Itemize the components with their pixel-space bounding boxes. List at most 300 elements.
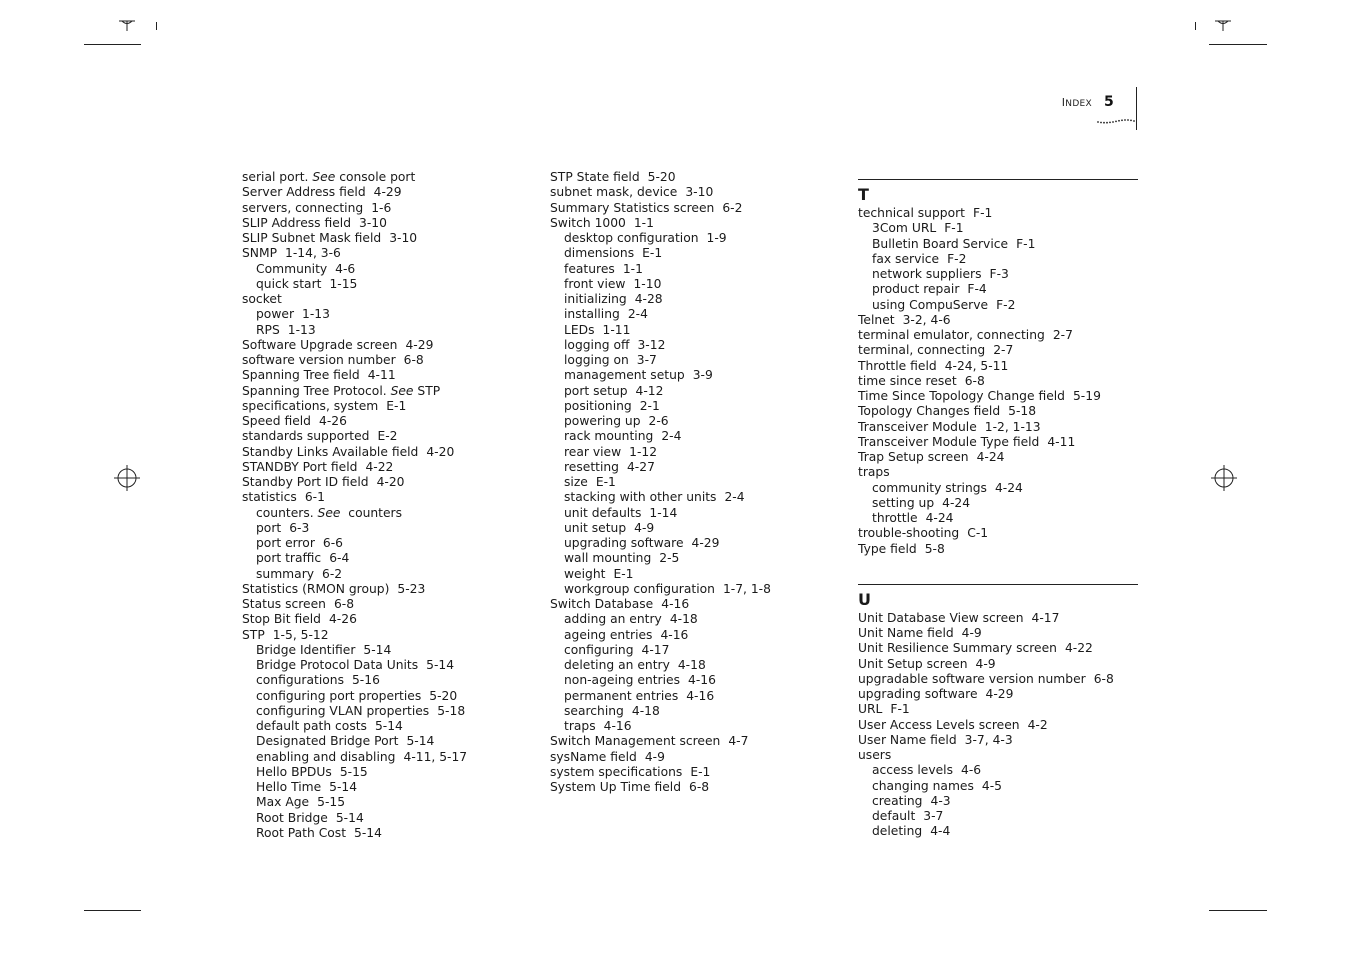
entry-term: Unit Resilience Summary screen [858, 641, 1057, 656]
index-entry [858, 343, 1138, 358]
header-initial: I [1061, 96, 1066, 109]
entry-page-refs: 4-6 [335, 261, 356, 276]
entry-page-refs: 2-4 [724, 490, 745, 505]
index-entry [858, 374, 1138, 389]
entry-term: Unit Database View screen [858, 610, 1024, 625]
entry-term: technical support [858, 206, 965, 220]
index-entry [242, 429, 532, 444]
index-entry [858, 389, 1138, 404]
index-subentry [242, 262, 532, 277]
entry-term: non-ageing entries [564, 673, 681, 688]
entry-term: default [872, 809, 916, 823]
entry-page-refs: 6-8 [689, 780, 710, 794]
entry-page-refs: 5-8 [924, 541, 945, 556]
entry-page-refs: E-1 [642, 246, 663, 261]
index-entry [242, 612, 532, 627]
index-column-1 [242, 170, 532, 841]
entry-term: powering up [564, 414, 641, 428]
entry-term: enabling and disabling [256, 749, 396, 764]
crop-mark-bottom-right [1209, 910, 1267, 911]
index-subentry [550, 673, 840, 688]
entry-term: unit setup [564, 520, 627, 535]
entry-page-refs: F-2 [996, 297, 1016, 312]
entry-page-refs: 5-19 [1072, 389, 1101, 403]
entry-page-refs: F-1 [973, 206, 993, 220]
entry-term: quick start [256, 276, 322, 291]
entry-page-refs: 1-11 [602, 322, 631, 337]
entry-page-refs: 3-10 [359, 215, 387, 230]
index-entry [242, 201, 532, 216]
entry-page-refs: 5-20 [429, 688, 458, 703]
entry-term: workgroup configuration [564, 581, 715, 596]
entry-page-refs: 6-2 [322, 566, 343, 581]
index-entry [858, 359, 1138, 374]
index-entry [858, 542, 1138, 557]
index-subentry [242, 689, 532, 704]
entry-term: Hello Time [256, 780, 322, 794]
entry-term: stacking with other units [564, 490, 717, 505]
entry-page-refs: 1-1 [633, 215, 654, 230]
section-divider [858, 584, 1138, 585]
entry-term: URL [858, 702, 883, 717]
section-letter: T [858, 185, 869, 204]
entry-page-refs: F-1 [944, 221, 964, 236]
entry-page-refs: 4-9 [634, 520, 655, 535]
entry-page-refs: 2-7 [1052, 328, 1073, 342]
entry-page-refs: 5-18 [437, 703, 466, 718]
index-subentry [858, 824, 1138, 839]
entry-term: using CompuServe [872, 297, 989, 312]
index-subentry [550, 567, 840, 582]
entry-term: unit defaults [564, 505, 642, 520]
index-entry [242, 445, 532, 460]
index-subentry [858, 282, 1138, 297]
index-entry [242, 597, 532, 612]
entry-term: system specifications [550, 764, 683, 779]
entry-page-refs: 2-7 [993, 343, 1014, 358]
entry-term: size [564, 475, 588, 489]
index-entry [550, 734, 840, 749]
entry-page-refs: 2-4 [627, 307, 648, 322]
entry-term: specifications, system [242, 398, 379, 413]
entry-term: installing [564, 307, 620, 322]
entry-page-refs: 4-9 [961, 626, 982, 640]
entry-term: features [564, 261, 615, 276]
entry-term: port setup [564, 383, 628, 398]
entry-page-refs: F-2 [947, 251, 967, 266]
index-subentry [550, 307, 840, 322]
index-entry [550, 216, 840, 231]
entry-term: management setup [564, 368, 685, 383]
entry-page-refs: E-2 [377, 429, 398, 444]
entry-term: upgrading software [858, 687, 978, 701]
entry-page-refs: 6-6 [322, 536, 343, 550]
entry-page-refs: 3-10 [389, 231, 418, 245]
crop-tick-top-right [1195, 22, 1196, 30]
entry-term: Max Age [256, 795, 310, 810]
index-entry [242, 170, 532, 185]
registration-mark-top-left-icon [118, 16, 136, 32]
entry-term: fax service [872, 251, 940, 266]
index-entry [550, 750, 840, 765]
entry-term: weight [564, 566, 606, 581]
entry-page-refs: 1-7, 1-8 [722, 581, 771, 596]
index-entry [858, 687, 1138, 702]
entry-term: configuring port properties [256, 688, 422, 703]
index-column-2 [550, 170, 840, 795]
index-entry [242, 368, 532, 383]
entry-page-refs: 4-20 [426, 444, 455, 459]
index-entry [858, 450, 1138, 465]
entry-term: wall mounting [564, 551, 652, 566]
entry-page-refs: 4-16 [686, 688, 715, 703]
entry-term: summary [256, 566, 315, 581]
index-entry [550, 185, 840, 200]
entry-term: LEDs [564, 322, 595, 337]
entry-page-refs: 1-13 [302, 307, 330, 322]
entry-page-refs: 4-29 [373, 185, 402, 200]
entry-term: resetting [564, 459, 619, 474]
entry-term: Spanning Tree Protocol. [242, 383, 391, 398]
entry-page-refs: 4-16 [661, 597, 690, 611]
index-entry [858, 465, 1138, 480]
index-entry [858, 702, 1138, 717]
index-subentry [550, 658, 840, 673]
entry-page-refs: 4-22 [365, 459, 394, 474]
entry-term: Topology Changes field [858, 404, 1001, 419]
index-entry [858, 626, 1138, 641]
entry-page-refs: 4-28 [634, 292, 663, 306]
entry-page-refs: 4-26 [328, 612, 357, 627]
entry-page-refs: 2-5 [659, 551, 680, 566]
entry-page-refs: 4-18 [669, 612, 698, 627]
entry-term: User Access Levels screen [858, 717, 1020, 732]
entry-term: SLIP Subnet Mask field [242, 231, 382, 245]
entry-term: product repair [872, 282, 960, 297]
entry-term: upgradable software version number [858, 671, 1086, 686]
entry-page-refs: 4-22 [1064, 641, 1093, 656]
registration-mark-top-right-icon [1214, 16, 1232, 32]
entry-page-refs: F-1 [1016, 236, 1036, 251]
index-entry [550, 201, 840, 216]
entry-term: Bulletin Board Service [872, 236, 1009, 251]
entry-term: Unit Setup screen [858, 656, 968, 671]
index-subentry [858, 511, 1138, 526]
section-letter: U [858, 589, 871, 609]
index-subentry [550, 246, 840, 261]
entry-page-refs: 4-7 [728, 734, 749, 749]
entry-term: Transceiver Module [858, 419, 977, 434]
index-entry [242, 414, 532, 429]
index-subentry [858, 481, 1138, 496]
entry-page-refs: 1-9 [706, 231, 727, 245]
index-entry [858, 313, 1138, 328]
entry-page-refs: 3-10 [685, 185, 714, 200]
entry-page-refs: E-1 [690, 764, 711, 779]
entry-page-refs: 4-27 [626, 459, 655, 474]
entry-term: deleting [872, 824, 923, 839]
entry-page-refs: 1-12 [629, 444, 658, 459]
index-subentry [550, 292, 840, 307]
entry-page-refs: 1-15 [329, 276, 358, 291]
entry-term: servers, connecting [242, 200, 364, 215]
entry-page-refs: 4-29 [405, 337, 434, 352]
index-subentry [242, 567, 532, 582]
entry-page-refs: 4-11, 5-17 [403, 749, 468, 764]
index-entry [242, 338, 532, 353]
entry-page-refs: 4-3 [930, 793, 951, 808]
entry-page-refs: 5-14 [329, 780, 358, 794]
entry-term: desktop configuration [564, 231, 699, 245]
entry-page-refs: 1-14 [649, 505, 678, 520]
registration-mark-left-icon [113, 464, 141, 492]
index-entry [242, 185, 532, 200]
index-entry [858, 718, 1138, 733]
index-subentry [550, 521, 840, 536]
entry-term: serial port. [242, 170, 313, 184]
entry-term: changing names [872, 778, 974, 793]
entry-term: terminal, connecting [858, 343, 986, 358]
index-entry [242, 231, 532, 246]
index-subentry [242, 826, 532, 841]
entry-page-refs: 3-7 [923, 809, 944, 823]
index-entry [242, 490, 532, 505]
entry-page-refs: 4-6 [961, 763, 982, 778]
entry-term: Standby Links Available field [242, 444, 419, 459]
entry-term: port traffic [256, 551, 322, 566]
index-subentry [242, 277, 532, 292]
entry-term: traps [858, 465, 890, 480]
entry-page-refs: 6-8 [333, 597, 355, 611]
index-subentry [242, 521, 532, 536]
crop-mark-top-right [1209, 44, 1267, 45]
index-subentry [242, 643, 532, 658]
index-subentry [858, 763, 1138, 778]
entry-term: RPS [256, 322, 280, 337]
entry-term: subnet mask, device [550, 185, 678, 200]
entry-term: port [256, 520, 282, 535]
index-subentry [550, 582, 840, 597]
index-subentry [550, 689, 840, 704]
index-entry [550, 170, 840, 185]
entry-page-refs: F-3 [989, 267, 1009, 281]
entry-page-refs: 3-7 [636, 353, 657, 367]
entry-page-refs: F-1 [890, 702, 910, 717]
entry-term: socket [242, 292, 282, 306]
dotted-ornament-icon [1096, 113, 1136, 125]
index-subentry [858, 252, 1138, 267]
entry-page-refs: 1-2, 1-13 [984, 419, 1041, 434]
entry-page-refs: 4-18 [677, 658, 706, 672]
entry-page-refs: 5-14 [354, 825, 382, 840]
entry-page-refs: 6-8 [403, 353, 424, 367]
index-entry [242, 460, 532, 475]
entry-page-refs: 4-9 [644, 749, 665, 764]
entry-term: Statistics (RMON group) [242, 581, 390, 596]
index-entry [858, 526, 1138, 541]
index-entry [242, 353, 532, 368]
entry-term: Root Bridge [256, 810, 328, 825]
index-subentry [550, 475, 840, 490]
index-subentry [550, 506, 840, 521]
index-subentry [550, 719, 840, 734]
entry-term: software version number [242, 353, 396, 367]
entry-term: Telnet [858, 312, 895, 327]
entry-term: throttle [872, 511, 918, 525]
index-entry [242, 628, 532, 643]
index-subentry [858, 779, 1138, 794]
index-subentry [242, 323, 532, 338]
entry-page-refs: 4-16 [688, 673, 716, 688]
index-subentry [858, 298, 1138, 313]
entry-term: adding an entry [564, 612, 662, 627]
entry-page-refs: 4-5 [981, 778, 1002, 793]
crop-mark-bottom-left [84, 910, 141, 911]
entry-term: counters. [256, 505, 318, 520]
section-divider [858, 179, 1138, 180]
entry-page-refs: 4-4 [930, 824, 951, 839]
index-subentry [550, 399, 840, 414]
page-number-rule [1136, 87, 1137, 130]
entry-page-refs: 4-29 [985, 687, 1014, 701]
index-entry [550, 597, 840, 612]
entry-term: Community [256, 261, 328, 276]
index-subentry [858, 221, 1138, 236]
entry-page-refs: C-1 [967, 526, 989, 541]
index-subentry [550, 231, 840, 246]
index-subentry [242, 536, 532, 551]
index-subentry [550, 429, 840, 444]
entry-term: upgrading software [564, 536, 684, 550]
entry-page-refs: 6-8 [1093, 671, 1114, 686]
entry-term: searching [564, 703, 624, 718]
index-subentry [858, 237, 1138, 252]
index-subentry [242, 551, 532, 566]
entry-page-refs: 6-4 [329, 551, 350, 566]
entry-term: Switch Database [550, 597, 654, 611]
index-subentry [858, 496, 1138, 511]
entry-term: time since reset [858, 373, 957, 388]
entry-term: Switch 1000 [550, 215, 626, 230]
entry-page-refs: 4-18 [631, 703, 660, 718]
entry-page-refs: 4-2 [1027, 717, 1048, 732]
entry-page-refs: 4-26 [319, 414, 347, 428]
entry-page-refs: 1-13 [287, 322, 316, 337]
entry-page-refs: 4-24 [976, 450, 1005, 464]
entry-term: Status screen [242, 597, 326, 611]
entry-page-refs: 2-6 [648, 414, 669, 428]
index-subentry [858, 794, 1138, 809]
entry-term: initializing [564, 292, 627, 306]
entry-page-refs: 5-14 [374, 719, 403, 733]
index-column-3 [858, 170, 1138, 840]
entry-term: positioning [564, 398, 632, 413]
entry-term: Hello BPDUs [256, 764, 332, 779]
entry-term: Summary Statistics screen [550, 200, 715, 215]
entry-page-refs: 6-1 [304, 490, 325, 505]
entry-page-refs: 3-7, 4-3 [964, 732, 1013, 747]
entry-term: standards supported [242, 429, 370, 444]
entry-page-refs: 4-24 [942, 495, 971, 510]
entry-page-refs: 1-6 [371, 200, 392, 215]
entry-page-refs: 3-2, 4-6 [902, 312, 951, 327]
see-target: counters [340, 505, 403, 520]
entry-page-refs: E-1 [386, 398, 407, 413]
crop-mark-top-left [84, 44, 141, 45]
index-subentry [550, 628, 840, 643]
index-entry [858, 748, 1138, 763]
index-subentry [242, 734, 532, 749]
index-entry [858, 641, 1138, 656]
index-subentry [550, 338, 840, 353]
see-reference: See [317, 505, 341, 520]
index-entry [242, 216, 532, 231]
entry-term: User Name field [858, 732, 957, 747]
entry-term: configuring VLAN properties [256, 703, 430, 718]
entry-page-refs: 4-17 [641, 642, 670, 657]
entry-term: terminal emulator, connecting [858, 328, 1045, 342]
entry-term: logging on [564, 353, 629, 367]
index-entry [858, 435, 1138, 450]
entry-page-refs: 4-17 [1031, 610, 1060, 625]
entry-term: permanent entries [564, 688, 679, 703]
index-subentry [242, 658, 532, 673]
entry-term: access levels [872, 763, 953, 778]
entry-term: configuring [564, 642, 634, 657]
entry-page-refs: 4-24 [994, 480, 1023, 495]
entry-term: dimensions [564, 246, 635, 261]
entry-page-refs: 4-24, 5-11 [944, 358, 1009, 373]
entry-term: sysName field [550, 749, 637, 764]
index-section [550, 170, 840, 795]
see-reference: See [390, 383, 414, 398]
entry-page-refs: 4-24 [925, 511, 954, 525]
entry-page-refs: 5-20 [647, 170, 676, 184]
entry-term: port error [256, 536, 315, 550]
index-subentry [550, 445, 840, 460]
index-subentry [550, 704, 840, 719]
index-entry [242, 384, 532, 399]
index-entry [242, 292, 532, 307]
entry-page-refs: 5-23 [397, 581, 426, 596]
entry-term: rack mounting [564, 429, 654, 444]
entry-page-refs: 4-16 [603, 719, 632, 733]
entry-page-refs: 3-12 [637, 337, 666, 352]
index-subentry [242, 307, 532, 322]
entry-term: Spanning Tree field [242, 368, 360, 383]
entry-term: logging off [564, 337, 630, 352]
entry-term: configurations [256, 673, 344, 688]
entry-term: STP [242, 627, 265, 642]
entry-page-refs: 5-15 [317, 795, 346, 810]
entry-page-refs: 4-20 [376, 475, 405, 489]
entry-page-refs: 4-9 [975, 656, 996, 671]
entry-page-refs: 5-15 [339, 764, 368, 779]
entry-page-refs: 5-14 [406, 734, 435, 749]
index-subentry [550, 612, 840, 627]
entry-term: rear view [564, 444, 622, 459]
index-subentry [242, 795, 532, 810]
index-subentry [550, 460, 840, 475]
entry-term: Speed field [242, 414, 311, 428]
index-subentry [550, 353, 840, 368]
entry-term: creating [872, 793, 923, 808]
entry-term: users [858, 748, 892, 762]
entry-page-refs: 5-14 [426, 658, 455, 672]
page-number: 5 [1104, 94, 1114, 110]
entry-term: 3Com URL [872, 221, 937, 236]
index-entry [550, 780, 840, 795]
